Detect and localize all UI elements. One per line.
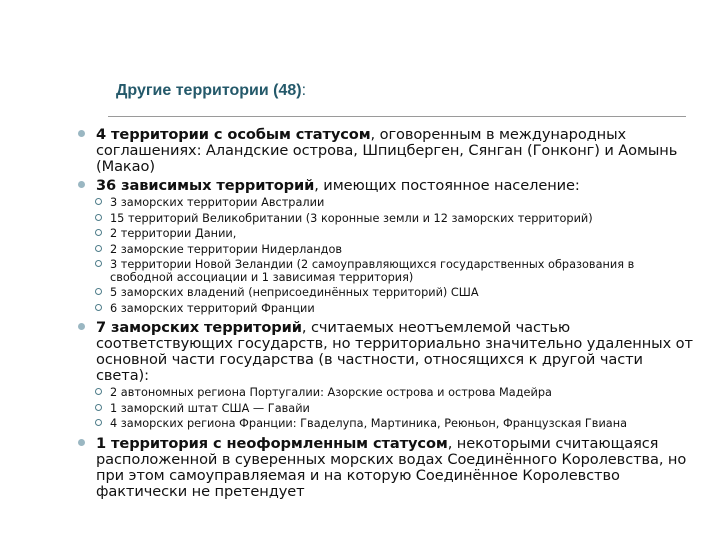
list-item [78, 436, 698, 500]
sub-list [78, 387, 698, 431]
list-item [78, 320, 698, 384]
sub-list-item [78, 197, 698, 210]
ring-bullet-icon [95, 214, 102, 221]
bullet-dot-icon [78, 130, 85, 137]
sub-item-text: 2 автономных региона Португалии: Азорские острова и острова Мадейра [110, 386, 552, 399]
list-item [78, 178, 698, 194]
sub-list-item [78, 387, 698, 400]
sub-item-text: 3 территории Новой Зеландии (2 самоуправляющихся государственных образования в свободной ассоциации и 1 зависимая территория) [110, 258, 635, 284]
ring-bullet-icon [95, 288, 102, 295]
sub-item-text: 2 территории Дании, [110, 227, 237, 240]
bullet-dot-icon [78, 439, 85, 446]
sub-list-item [78, 403, 698, 416]
sub-item-text: 4 заморских региона Франции: Гваделупа, Мартиника, Реюньон, Французская Гвиана [110, 417, 628, 430]
ring-bullet-icon [95, 404, 102, 411]
ring-bullet-icon [95, 245, 102, 252]
sub-list-item [78, 418, 698, 431]
bullet-list [78, 127, 698, 503]
ring-bullet-icon [95, 419, 102, 426]
ring-bullet-icon [95, 198, 102, 205]
slide-title-colon: : [301, 82, 307, 99]
sub-item-text: 3 заморских территории Австралии [110, 196, 325, 209]
sub-list-item [78, 259, 698, 284]
sub-list-item [78, 287, 698, 300]
item-text: , некоторыми считающаяся расположенной в суверенных морских водах Соединённого Королевства, но при этом самоуправляемая и на которую Соединённое Королевство фактически не претендует [96, 434, 687, 500]
item-text: , оговоренным в международных соглашениях: Аландские острова, Шпицберген, Сянган (Гонконг) и Аомынь (Макао) [96, 126, 678, 175]
sub-list-item [78, 303, 698, 316]
slide-title-bold: Другие территории (48) [116, 82, 302, 99]
item-text: , имеющих постоянное население: [314, 177, 580, 194]
slide-title [116, 82, 306, 100]
ring-bullet-icon [95, 304, 102, 311]
item-bold-text: 7 заморских территорий [96, 319, 302, 336]
item-bold-text: 36 зависимых территорий [96, 177, 315, 194]
sub-list-item [78, 244, 698, 257]
bullet-dot-icon [78, 323, 85, 330]
sub-item-text: 6 заморских территорий Франции [110, 301, 315, 315]
item-bold-text: 1 территория с неоформленным статусом [96, 434, 448, 452]
ring-bullet-icon [95, 260, 102, 267]
sub-item-text: 5 заморских владений (неприсоединённых территорий) США [110, 286, 479, 299]
sub-item-text: 15 территорий Великобритании (3 коронные земли и 12 заморских территорий) [110, 211, 593, 225]
item-bold-text: 4 территории с особым статусом [96, 126, 371, 143]
sub-list [78, 197, 698, 315]
list-item [78, 127, 698, 175]
item-text: , считаемых неотъемлемой частью соответствующих государств, но территориально значительно удаленных от основной части государства (в частности, относящихся к другой части света): [96, 319, 693, 384]
bullet-dot-icon [78, 181, 85, 188]
sub-item-text: 2 заморские территории Нидерландов [110, 242, 343, 256]
ring-bullet-icon [95, 388, 102, 395]
sub-list-item [78, 228, 698, 241]
sub-item-text: 1 заморский штат США — Гавайи [110, 401, 310, 415]
sub-list-item [78, 213, 698, 226]
ring-bullet-icon [95, 229, 102, 236]
title-divider [108, 116, 686, 117]
